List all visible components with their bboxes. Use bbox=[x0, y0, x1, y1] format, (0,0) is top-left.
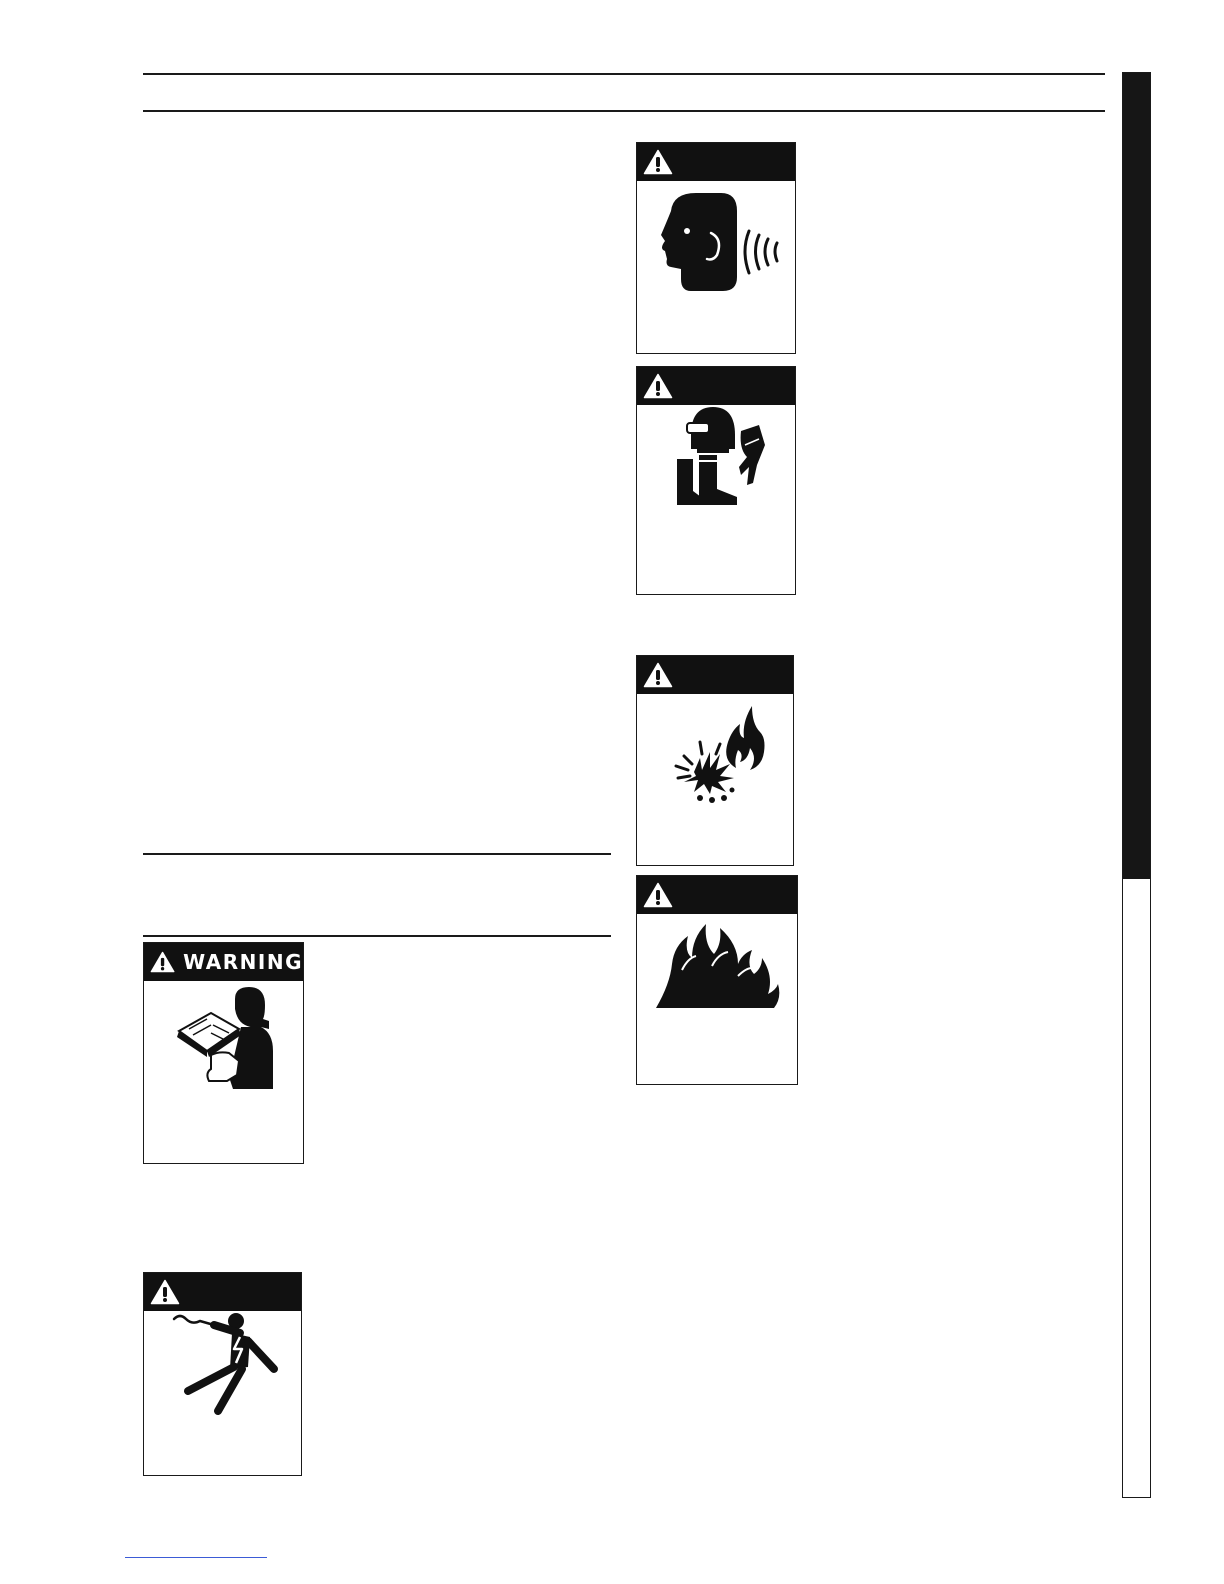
hearing-protection-icon bbox=[641, 181, 791, 301]
fire-icon bbox=[642, 914, 792, 1014]
section-rule-top bbox=[143, 853, 611, 855]
sign-fire bbox=[636, 875, 798, 1085]
sign-ppe bbox=[636, 366, 796, 595]
read-manual-icon bbox=[149, 981, 299, 1101]
sign-signal-word: WARNING bbox=[183, 950, 303, 974]
warning-triangle-icon bbox=[150, 1279, 180, 1305]
footer-link-underline[interactable] bbox=[125, 1557, 267, 1558]
pictogram-area bbox=[144, 1311, 301, 1441]
sign-explosion bbox=[636, 655, 794, 866]
pictogram-area bbox=[637, 405, 795, 515]
electric-shock-icon bbox=[148, 1311, 298, 1441]
pictogram-area bbox=[637, 914, 797, 1014]
sign-hearing bbox=[636, 142, 796, 354]
side-thumb-tab-fill bbox=[1123, 73, 1150, 879]
sign-header bbox=[637, 876, 797, 914]
pictogram-area bbox=[144, 981, 303, 1101]
section-rule-bottom bbox=[143, 935, 611, 937]
side-thumb-tab bbox=[1122, 72, 1151, 1498]
warning-triangle-icon bbox=[643, 662, 673, 688]
header-rule-top bbox=[143, 73, 1105, 75]
pictogram-area bbox=[637, 181, 795, 301]
pictogram-area bbox=[637, 694, 793, 804]
warning-triangle-icon bbox=[643, 373, 673, 399]
sign-header bbox=[144, 943, 303, 981]
sign-header bbox=[637, 367, 795, 405]
sign-read-manual bbox=[143, 942, 304, 1164]
header-rule-bottom bbox=[143, 110, 1105, 112]
warning-triangle-icon bbox=[643, 882, 673, 908]
explosion-fire-icon bbox=[640, 694, 790, 804]
sign-electric-shock bbox=[143, 1272, 302, 1476]
sign-header bbox=[637, 143, 795, 181]
warning-triangle-icon bbox=[150, 949, 175, 975]
sign-header bbox=[144, 1273, 301, 1311]
protective-equipment-icon bbox=[641, 405, 791, 515]
warning-triangle-icon bbox=[643, 149, 673, 175]
sign-header bbox=[637, 656, 793, 694]
